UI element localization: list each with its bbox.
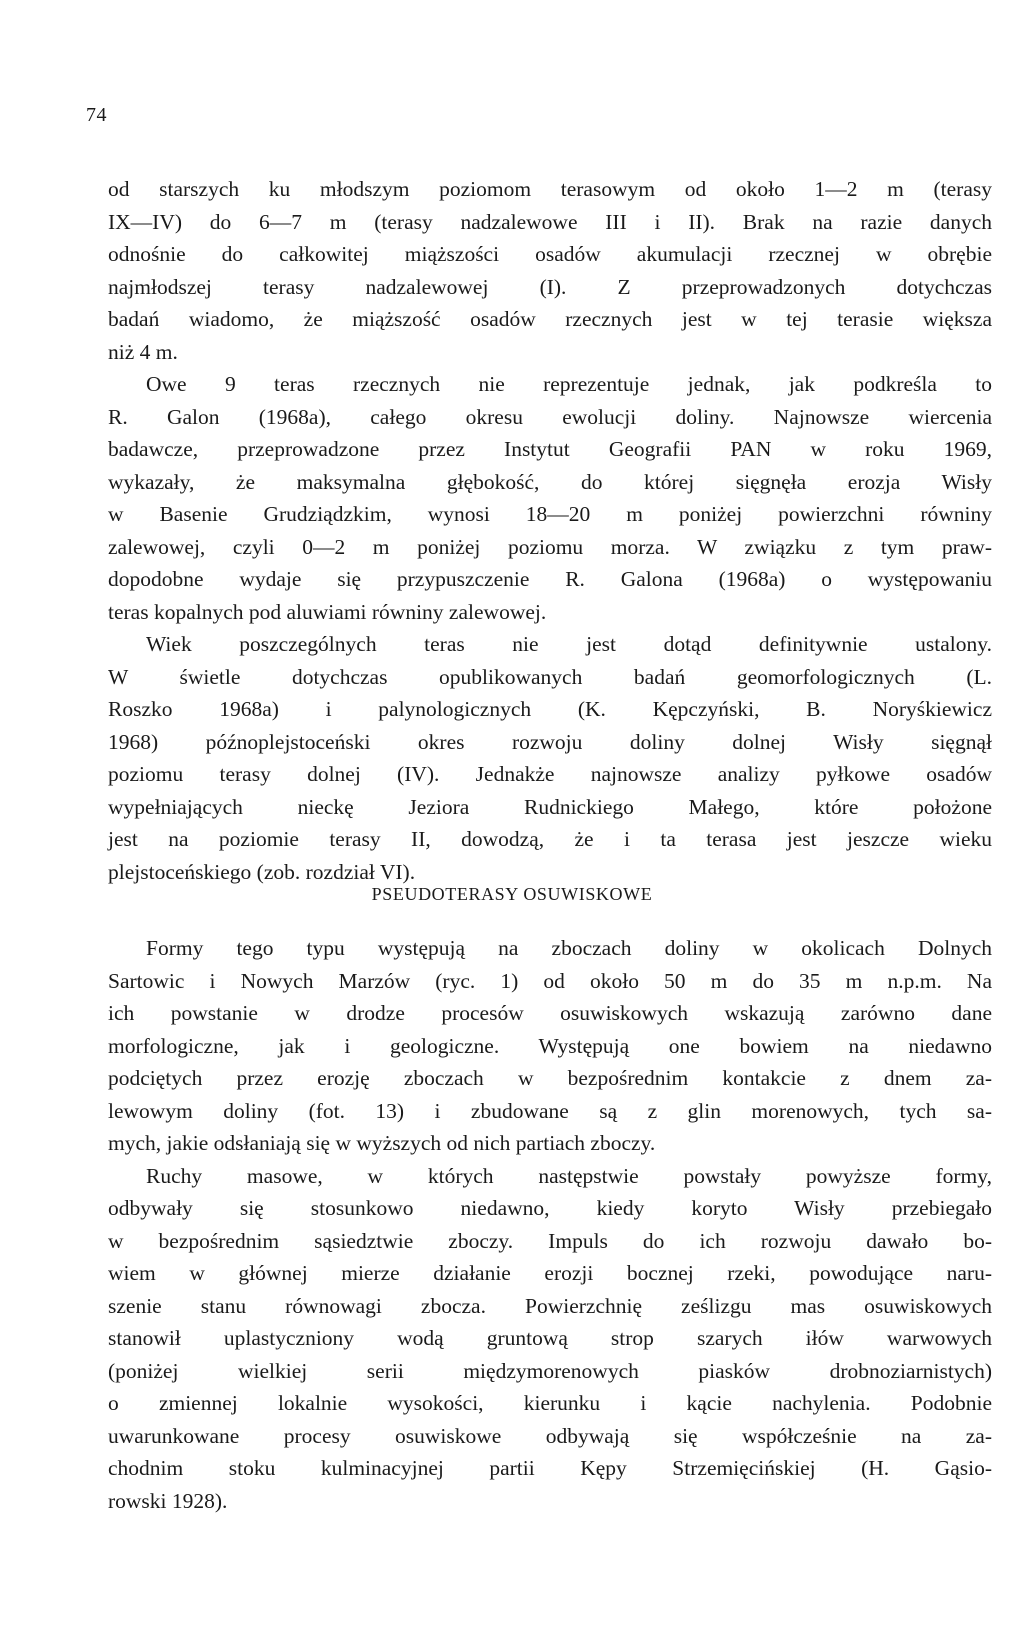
text-line: Owe 9 teras rzecznych nie reprezentuje jednak, jak podkreśla to [146,372,992,396]
text-block-lower [108,932,992,1517]
text-line: morfologiczne, jak i geologiczne. Występują one bowiem na niedawno [108,1033,992,1058]
text-line: Roszko 1968a) i palynologicznych (K. Kępczyński, B. Noryśkiewicz [108,697,992,721]
text-line: Ruchy masowe, w których następstwie powstały powyższe formy, [146,1163,992,1188]
text-line: rowski 1928). [108,1488,228,1513]
text-line: W świetle dotychczas opublikowanych badań geomorfologicznych (L. [108,664,992,689]
text-block-upper [108,173,992,888]
text-line: teras kopalnych pod aluwiami równiny zalewowej. [108,599,547,624]
text-line: odnośnie do całkowitej miąższości osadów akumulacji rzecznej w obrębie [108,242,992,266]
text-line: Formy tego typu występują na zboczach doliny w okolicach Dolnych [146,936,992,960]
text-line: niż 4 m. [108,339,178,364]
paragraph-4 [108,932,992,1160]
text-line: w Basenie Grudziądzkim, wynosi 18—20 m poniżej powierzchni równiny [108,502,992,526]
text-line: zalewowej, czyli 0—2 m poniżej poziomu morza. W związku z tym praw- [108,534,992,559]
text-line: szenie stanu równowagi zbocza. Powierzchnię ześlizgu mas osuwiskowych [108,1293,992,1318]
text-line: IX—IV) do 6—7 m (terasy nadzalewowe III i II). Brak na razie danych [108,209,992,234]
text-line: stanowił uplastyczniony wodą gruntową strop szarych iłów warwowych [108,1326,992,1350]
text-line: badań wiadomo, że miąższość osadów rzecznych jest w tej terasie większa [108,307,992,331]
text-line: podciętych przez erozję zboczach w bezpośrednim kontakcie z dnem za- [108,1066,992,1090]
text-line: w bezpośrednim sąsiedztwie zboczy. Impuls do ich rozwoju dawało bo- [108,1228,992,1253]
text-line: jest na poziomie terasy II, dowodzą, że i ta terasa jest jeszcze wieku [108,827,992,851]
text-line: Sartowic i Nowych Marzów (ryc. 1) od około 50 m do 35 m n.p.m. Na [108,968,992,993]
text-line: od starszych ku młodszym poziomom terasowym od około 1—2 m (terasy [108,177,992,201]
text-line: chodnim stoku kulminacyjnej partii Kępy Strzemięcińskiej (H. Gąsio- [108,1456,992,1480]
paragraph-2 [108,368,992,628]
text-line: najmłodszej terasy nadzalewowej (I). Z przeprowadzonych dotychczas [108,274,992,299]
text-line: wypełniających nieckę Jeziora Rudnickiego Małego, które położone [108,794,992,819]
text-line: wiem w głównej mierze działanie erozji bocznej rzeki, powodujące naru- [108,1261,992,1285]
text-line: odbywały się stosunkowo niedawno, kiedy koryto Wisły przebiegało [108,1196,992,1220]
paragraph-1 [108,173,992,368]
text-line: dopodobne wydaje się przypuszczenie R. Galona (1968a) o występowaniu [108,567,992,591]
text-line: wykazały, że maksymalna głębokość, do której sięgnęła erozja Wisły [108,469,992,494]
text-line: lewowym doliny (fot. 13) i zbudowane są z glin morenowych, tych sa- [108,1098,992,1123]
text-line: Wiek poszczególnych teras nie jest dotąd definitywnie ustalony. [146,632,992,656]
text-line: uwarunkowane procesy osuwiskowe odbywają się współcześnie na za- [108,1423,992,1448]
text-line: plejstoceńskiego (zob. rozdział VI). [108,859,416,884]
text-line: mych, jakie odsłaniają się w wyższych od nich partiach zboczy. [108,1131,656,1155]
text-line: badawcze, przeprowadzone przez Instytut Geografii PAN w roku 1969, [108,437,992,461]
paragraph-3 [108,628,992,888]
text-line: o zmiennej lokalnie wysokości, kierunku i kącie nachylenia. Podobnie [108,1391,992,1415]
paragraph-5 [108,1160,992,1518]
text-line: 1968) późnoplejstoceński okres rozwoju doliny dolnej Wisły sięgnął [108,729,992,754]
page-number: 74 [86,104,107,126]
text-line: ich powstanie w drodze procesów osuwiskowych wskazują zarówno dane [108,1001,992,1025]
text-line: (poniżej wielkiej serii międzymorenowych piasków drobnoziarnistych) [108,1358,992,1383]
text-line: poziomu terasy dolnej (IV). Jednakże najnowsze analizy pyłkowe osadów [108,762,992,786]
section-heading: PSEUDOTERASY OSUWISKOWE [371,884,653,904]
text-line: R. Galon (1968a), całego okresu ewolucji doliny. Najnowsze wiercenia [108,404,992,429]
